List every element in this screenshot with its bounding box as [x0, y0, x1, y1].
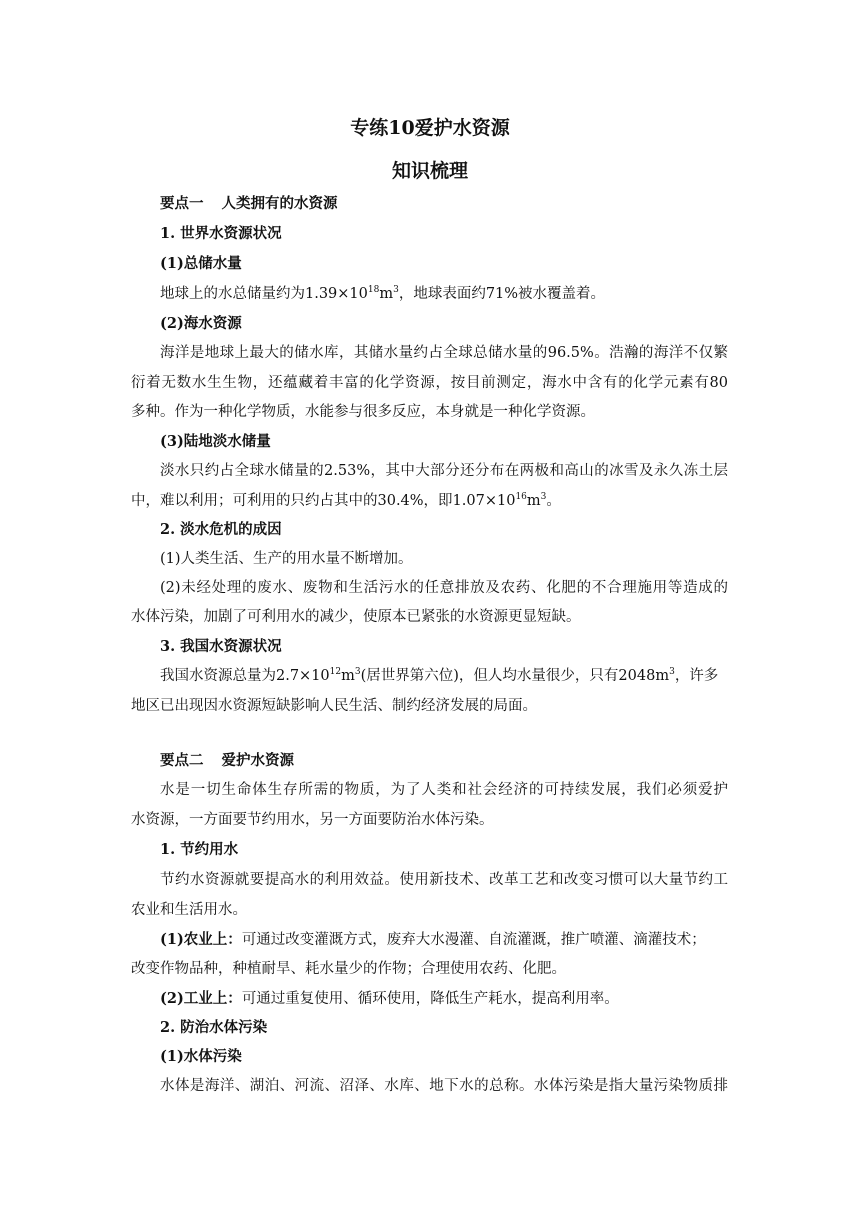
paragraph-save-water-line-2: 农业和生活用水。: [131, 902, 247, 918]
key-point-2-title: 爱护水资源: [221, 752, 294, 769]
paragraph-water-body-line-1: 水体是海洋、湖泊、河流、沼泽、水库、地下水的总称。水体污染是指大量污染物质排: [160, 1078, 728, 1094]
text: 我国水资源总量为2.7×10: [160, 668, 330, 684]
text: m: [526, 493, 541, 509]
paragraph-protect-line-2: 水资源，一方面要节约用水，另一方面要防治水体污染。: [131, 812, 494, 828]
agriculture-label: (1)农业上：: [160, 931, 242, 948]
heading-world-water: 1. 世界水资源状况: [160, 225, 282, 242]
heading-save-water: 1. 节约用水: [160, 841, 239, 858]
heading-crisis-causes: 2. 淡水危机的成因: [160, 521, 282, 538]
paragraph-save-water-line-1: 节约水资源就要提高水的利用效益。使用新技术、改革工艺和改变习惯可以大量节约工: [160, 872, 728, 888]
text: ，许多: [674, 668, 719, 684]
paragraph-cause-2-line-2: 水体污染，加剧了可利用水的减少，使原本已紧张的水资源更显短缺。: [131, 609, 581, 625]
heading-fresh-water: (3)陆地淡水储量: [160, 433, 271, 450]
text: (居世界第六位)，但人均水量很少，只有2048m: [360, 668, 670, 684]
superscript: 16: [515, 492, 527, 502]
text: 地球上的水总储量约为1.39×10: [160, 286, 368, 302]
heading-seawater: (2)海水资源: [160, 315, 242, 332]
paragraph-industry: [160, 989, 619, 1009]
text: 可通过重复使用、循环使用，降低生产耗水，提高利用率。: [241, 991, 619, 1007]
superscript: 12: [329, 667, 342, 677]
superscript: 3: [393, 285, 399, 295]
key-point-2-heading: [160, 751, 294, 771]
paragraph-total-storage: [160, 284, 605, 304]
paragraph-protect-line-1: 水是一切生命体生存所需的物质，为了人类和社会经济的可持续发展，我们必须爱护: [160, 782, 728, 798]
text: 中，难以利用；可利用的只约占其中的30.4%，即1.07×10: [131, 493, 516, 509]
paragraph-cause-1: (1)人类生活、生产的用水量不断增加。: [160, 551, 413, 567]
key-point-2-label: 要点二: [160, 752, 204, 769]
superscript: 3: [669, 667, 675, 677]
paragraph-fresh-water-line-2: [131, 491, 561, 511]
text: m: [341, 668, 355, 684]
heading-prevent-pollution: 2. 防治水体污染: [160, 1019, 268, 1036]
text: 。: [546, 493, 561, 509]
heading-china-water: 3. 我国水资源状况: [160, 638, 282, 655]
superscript: 3: [540, 492, 547, 502]
key-point-1-heading: [160, 194, 338, 214]
superscript: 3: [354, 667, 361, 677]
text: m: [379, 286, 394, 302]
heading-total-storage: (1)总储水量: [160, 255, 242, 272]
superscript: 18: [367, 285, 380, 295]
paragraph-agriculture-line-2: 改变作物品种，种植耐旱、耗水量少的作物；合理使用农药、化肥。: [131, 961, 566, 977]
paragraph-seawater-line-3: 多种。作为一种化学物质，水能参与很多反应，本身就是一种化学资源。: [131, 404, 595, 420]
industry-label: (2)工业上：: [160, 990, 242, 1007]
heading-water-pollution: (1)水体污染: [160, 1048, 242, 1065]
key-point-1-label: 要点一: [160, 195, 204, 212]
key-point-1-title: 人类拥有的水资源: [221, 195, 338, 212]
document-title: 专练10爱护水资源: [350, 117, 510, 139]
paragraph-seawater-line-2: 衍着无数水生生物，还蕴藏着丰富的化学资源，按目前测定，海水中含有的化学元素有80: [131, 375, 728, 391]
paragraph-agriculture-line-1: [160, 930, 706, 950]
text: ，地球表面约71%被水覆盖着。: [398, 286, 606, 302]
text: 可通过改变灌溉方式，废弃大水漫灌、自流灌溉，推广喷灌、滴灌技术；: [241, 932, 706, 948]
paragraph-china-water-line-1: [160, 666, 718, 686]
paragraph-china-water-line-2: 地区已出现因水资源短缺影响人民生活、制约经济发展的局面。: [131, 698, 537, 714]
paragraph-fresh-water-line-1: 淡水只约占全球水储量的2.53%，其中大部分还分布在两极和高山的冰雪及永久冻土层: [160, 463, 728, 479]
paragraph-cause-2-line-1: (2)未经处理的废水、废物和生活污水的任意排放及农药、化肥的不合理施用等造成的: [160, 580, 728, 596]
paragraph-seawater-line-1: 海洋是地球上最大的储水库，其储水量约占全球总储水量的96.5%。浩瀚的海洋不仅繁: [160, 345, 728, 361]
section-subtitle: 知识梳理: [391, 160, 468, 182]
